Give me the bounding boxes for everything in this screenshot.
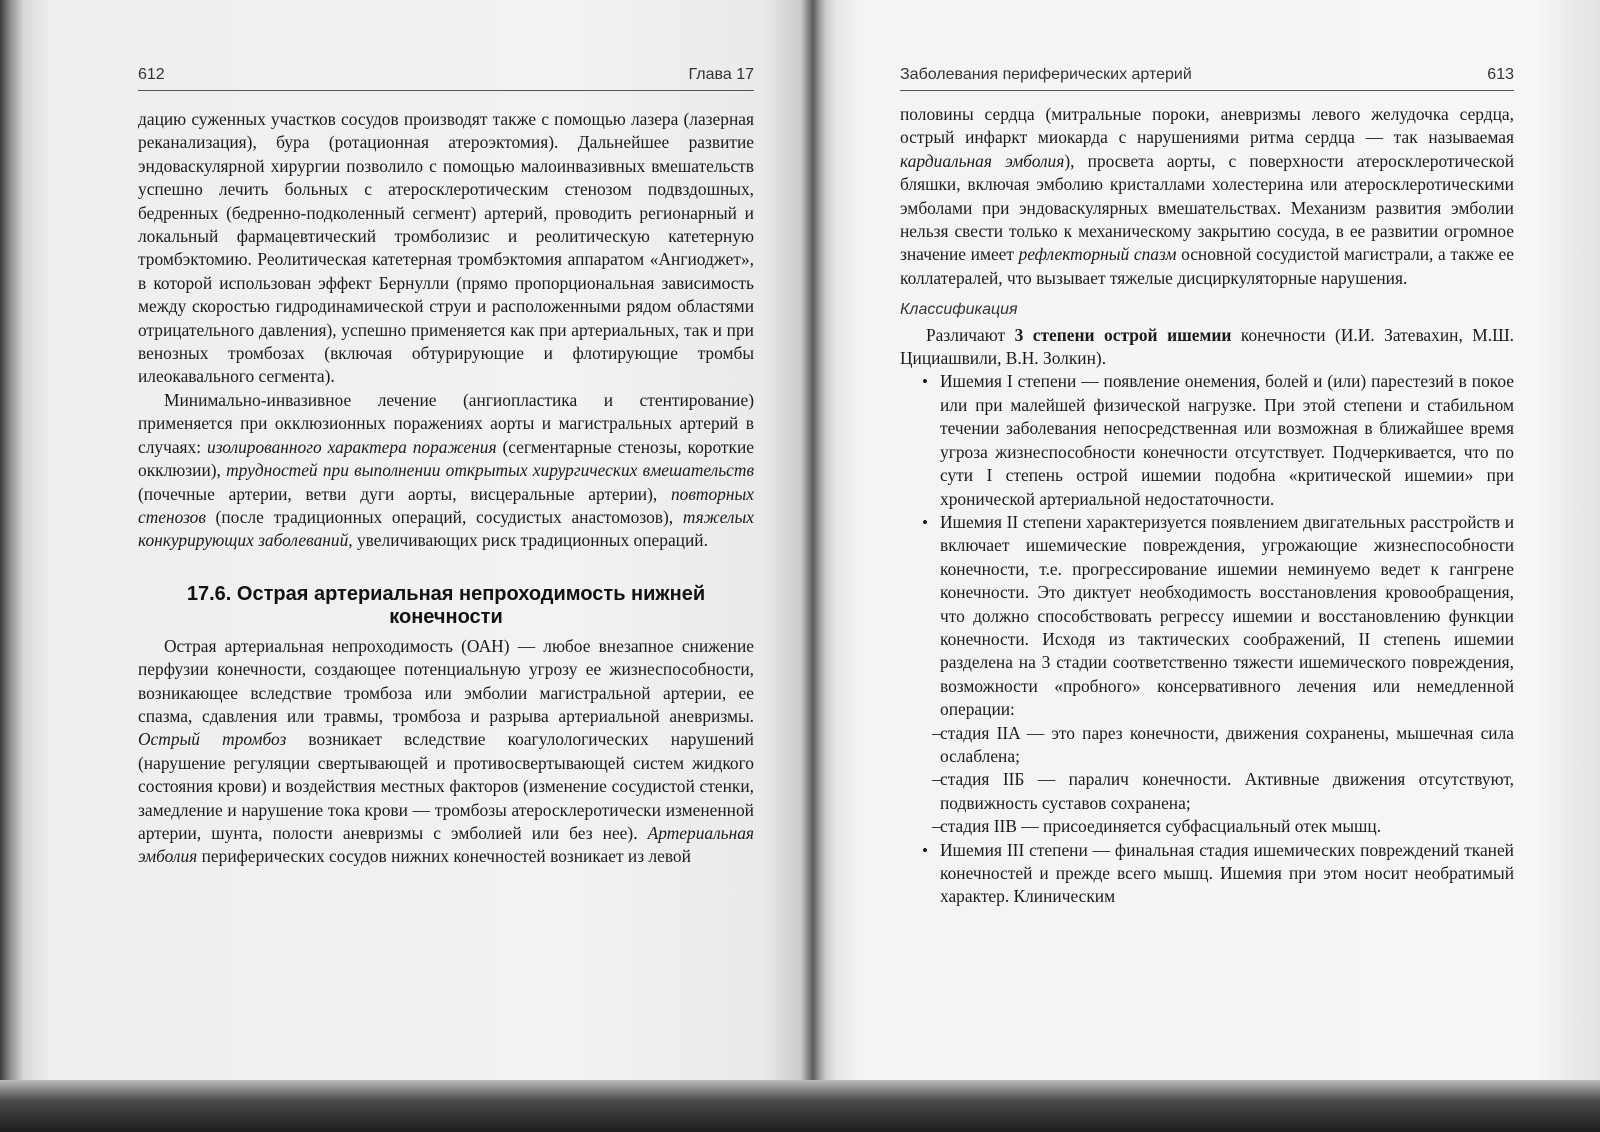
right-paragraphs: [900, 103, 1514, 290]
left-paragraphs-after-heading: [138, 635, 754, 869]
ischemia-degree-item: [900, 370, 1514, 510]
right-page-body: [900, 103, 1514, 909]
text-run: конечности (И.И. Затевахин, М.Ш. Цициашвили, В.Н. Золкин).: [900, 324, 1514, 369]
ischemia-stage-item: – стадия IIБ — паралич конечности. Активные движения отсутствуют, подвижность суставов сохранена;: [900, 768, 1514, 815]
ischemia-degree-text: Ишемия II степени характеризуется появлением двигательных расстройств и включает ишемические повреждения, угрожающие жизнеспособности конечности, т.е. прогрессирование ишемии неминуемо ведет к гангрене конечности. Это диктует необходимость восстановления кровообращения, что должно способствовать регрессу ишемии и восстановлению функции конечности. Исходя из тактических соображений, II степень ишемии разделена на 3 стадии соответственно тяжести ишемического повреждения, возможности «пробного» консервативного лечения или немедленной операции:: [940, 511, 1514, 720]
italic-term: тяжелых конкурирующих заболеваний,: [138, 506, 754, 551]
section-heading: 17.6. Острая артериальная непроходимость нижней конечности: [186, 582, 706, 628]
paragraph: [138, 108, 754, 389]
text-run: дацию суженных участков сосудов производят также с помощью лазера (лазерная реканализация), бура (ротационная атероэктомия). Дальнейшее развитие эндоваскулярной хирургии позволило с помощью малоинвазивных вмешательств успешно лечить больных с атеросклеротическим стенозом подвздошных, бедренных (бедренно-подколенный сегмент) артерий, проводить регионарный и локальный фармацевтический тромболизис и реолитическую катетерную тромбэктомию. Реолитическая катетерная тромбэктомия аппаратом «Ангиоджет», в которой использован эффект Бернулли (прямо пропорциональная зависимость между скоростью гидродинамической струи и расположенными рядом областями отрицательного давления), успешно применяется как при артериальных, так и при венозных тромбозах (включая обтурирующие и флотирующие тромбы илеокавального сегмента).: [138, 109, 754, 387]
left-page: [0, 0, 812, 1090]
text-run: половины сердца (митральные пороки, аневризмы левого желудочка сердца, острый инфаркт миокарда с нарушениями ритма сердца — так называемая: [900, 104, 1514, 148]
text-run: Острая артериальная непроходимость (ОАН) — любое внезапное снижение перфузии конечности, создающее потенциальную угрозу ее жизнеспособности, возникающее вследствие тромбоза или эмболии магистральной артерии, ее спазма, сдавления или травмы, тромбоза и разрыва артериальной аневризмы.: [138, 635, 754, 726]
right-running-header: [900, 66, 1514, 91]
ischemia-stage-item: – стадия IIВ — присоединяется субфасциальный отек мышц.: [900, 815, 1514, 838]
left-paragraphs: [138, 108, 754, 553]
text-run: (после традиционных операций, сосудистых анастомозов),: [205, 506, 683, 527]
text-run: основной сосудистой магистрали, а также ее коллатералей, что вызывает тяжелые дисциркуляторные нарушения.: [900, 244, 1514, 288]
ischemia-stage-list: [900, 722, 1514, 839]
left-page-number: 612: [138, 66, 165, 83]
italic-term: трудностей при выполнении открытых хирургических вмешательств: [226, 460, 754, 481]
right-page: [812, 0, 1600, 1090]
left-running-header: [138, 66, 754, 91]
running-section-title: Заболевания периферических артерий: [900, 66, 1192, 83]
text-run: Различают: [926, 324, 1015, 345]
italic-term: рефлекторный спазм: [1018, 244, 1177, 265]
ischemia-stage-item: – стадия IIA — это парез конечности, движения сохранены, мышечная сила ослаблена;: [900, 722, 1514, 769]
italic-term: кардиальная эмболия: [900, 150, 1065, 171]
text-run: увеличивающих риск традиционных операций.: [352, 530, 708, 551]
ischemia-degree-list: [900, 370, 1514, 908]
ischemia-degree-item: [900, 511, 1514, 839]
ischemia-degree-text: Ишемия I степени — появление онемения, болей и (или) парестезий в покое или при малейшей физической нагрузке. При этой степени и стабильном течении заболевания непосредственная или возможная в ближайшее время угроза жизнеспособности конечности отсутствует. Подчеркивается, что по сути I степень острой ишемии подобна «критической ишемии» при хронической артериальной недостаточности.: [940, 371, 1514, 509]
text-run: ), просвета аорты, с поверхности атеросклеротической бляшки, включая эмболию кристаллами холестерина или атеросклеротическими эмболами при эндоваскулярных вмешательствах. Механизм развития эмболии нельзя свести только к механическому закрытию сосуда, в ее развитии огромное значение имеет: [900, 150, 1515, 265]
text-run: (почечные артерии, ветви дуги аорты, висцеральные артерии),: [138, 483, 671, 504]
italic-term: Артериальная эмболия: [138, 822, 754, 867]
paragraph: [900, 103, 1514, 290]
classification-intro: [900, 324, 1514, 371]
italic-term: повторных стенозов: [138, 483, 754, 527]
ischemia-degree-item: [900, 839, 1514, 909]
text-run: возникает вследствие коагулологических нарушений (нарушение регуляции свертывающей и противосвертывающей систем жидкого состояния крови) и воздействия местных факторов (изменение сосудистой стенки, замедление и нарушение тока крови — тромбозы атеросклеротически измененной артерии, шунта, полости аневризмы с эмболией или без нее).: [138, 729, 754, 843]
classification-subheading: Классификация: [900, 301, 1018, 319]
paragraph: [138, 635, 754, 869]
italic-term: изолированного характера поражения: [207, 436, 497, 457]
ischemia-degree-text: Ишемия III степени — финальная стадия ишемических повреждений тканей конечностей и прежде всего мышц. Ишемия при этом носит необратимый характер. Клиническим: [940, 839, 1514, 907]
chapter-label: Глава 17: [688, 66, 754, 83]
italic-term: Острый тромбоз: [138, 729, 287, 750]
book-spine-shadow: [800, 0, 826, 1132]
text-run: периферических сосудов нижних конечностей возникает из левой: [197, 846, 691, 867]
bold-term: 3 степени острой ишемии: [1014, 324, 1232, 345]
text-run: (сегментарные стенозы, короткие окклюзии),: [138, 436, 755, 481]
right-page-number: 613: [1487, 66, 1514, 83]
text-run: Минимально-инвазивное лечение (ангиопластика и стентирование) применяется при окклюзионных поражениях аорты и магистральных артерий в случаях:: [138, 389, 754, 457]
left-page-body: [138, 108, 754, 869]
paragraph: [138, 389, 754, 553]
scan-bottom-edge: [0, 1080, 1600, 1132]
